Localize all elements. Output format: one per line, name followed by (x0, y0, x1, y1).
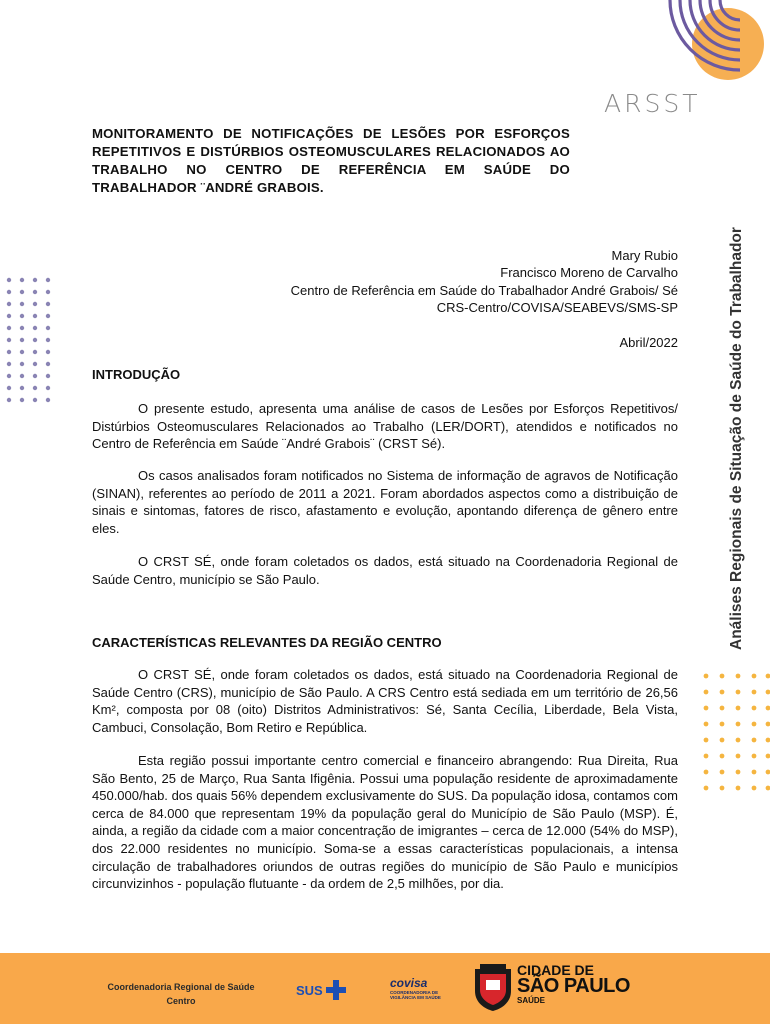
paragraph: O CRST SÉ, onde foram coletados os dados, está situado na Coordenadoria Regional de Saúde Centro, município se São Paulo. (92, 554, 678, 587)
author-affiliation: CRS-Centro/COVISA/SEABEVS/SMS-SP (436, 300, 678, 315)
city-logo-text-block (517, 963, 630, 1005)
sus-logo-text: SUS (296, 982, 323, 998)
decorative-dots-purple (5, 276, 61, 406)
city-logo-line: SÃO PAULO (517, 975, 630, 997)
paragraph: O presente estudo, apresenta uma análise de casos de Lesões por Esforços Repetitivos/ Distúrbios Osteomusculares Relacionados ao Trabalho (LER/DORT), atendidos e notificados no Centro de Referência em Saúde ¨André Grabois¨ (CRST Sé). (92, 401, 678, 452)
sus-logo (296, 979, 347, 1001)
side-series-title: Análises Regionais de Situação de Saúde do Trabalhador (728, 227, 745, 650)
footer-bar (0, 953, 770, 1024)
paragraph: Esta região possui importante centro comercial e financeiro abrangendo: Rua Direita, Rua São Bento, 25 de Março, Rua Santa Ifigênia. Possui uma população residente de aproximadamente 450.000/hab. dos quais 56% dependem exclusivamente do SUS. Da população idosa, contamos com cerca de 84.000 que representam 19% da população geral do Município de São Paulo (MSP). É, ainda, a região da cidade com a maior concentração de imigrantes – cerca de 12.000 (54% do MSP), dos 22.000 residentes no município. Soma-se a essas características populacionais, a intensa circulação de trabalhadores oriundos de outras regiões do município de São Paulo e municípios circunvizinhos - população flutuante - da ordem de 2,5 milhões, por dia. (92, 753, 678, 892)
city-logo-line: SAÚDE (517, 996, 546, 1005)
city-coat-of-arms-icon (472, 963, 514, 1013)
covisa-logo-text: covisa (390, 976, 428, 990)
section-heading-region: CARACTERÍSTICAS RELEVANTES DA REGIÃO CENTRO (92, 635, 442, 650)
paragraph: Os casos analisados foram notificados no Sistema de informação de agravos de Notificação (SINAN), referentes ao período de 2011 a 2021. Foram abordados aspectos como a distribuição de sinais e sintomas, fatores de risco, afastamento e evolução, apontando diferença de gênero entre eles. (92, 468, 678, 536)
document-date: Abril/2022 (619, 335, 678, 350)
section-heading-introduction: INTRODUÇÃO (92, 367, 181, 382)
covisa-logo-subtitle: COORDENADORIA DE VIGILÂNCIA EM SAÚDE (390, 990, 441, 1000)
plus-cross-icon (325, 979, 347, 1001)
decorative-dots-orange (702, 672, 770, 804)
footer-caption: Coordenadoria Regional de Saúde Centro (107, 982, 255, 1006)
author-name: Mary Rubio (611, 248, 678, 263)
cidade-sao-paulo-logo (472, 963, 630, 1013)
document-title: MONITORAMENTO DE NOTIFICAÇÕES DE LESÕES POR ESFORÇOS REPETITIVOS E DISTÚRBIOS OSTEOMUSCULARES RELACIONADOS AO TRABALHO NO CENTRO DE REFERÊNCIA EM SAÚDE DO TRABALHADOR ¨ANDRÉ GRABOIS. (92, 126, 570, 195)
city-logo-line: CIDADE DE (517, 962, 595, 978)
arsst-logo-text: ARSST (604, 89, 701, 118)
paragraph: O CRST SÉ, onde foram coletados os dados, está situado na Coordenadoria Regional de Saúde Centro (CRS), município de São Paulo. A CRS Centro está sediada em um território de 26,56 Km², composta por 08 (oito) Distritos Administrativos: Sé, Santa Cecília, Liberdade, Bela Vista, Cambuci, Consolação, Bom Retiro e República. (92, 667, 678, 735)
author-name: Francisco Moreno de Carvalho (500, 265, 678, 280)
covisa-logo (390, 976, 446, 1000)
author-affiliation: Centro de Referência em Saúde do Trabalhador André Grabois/ Sé (290, 283, 678, 298)
arsst-logo-graphic (600, 0, 770, 92)
